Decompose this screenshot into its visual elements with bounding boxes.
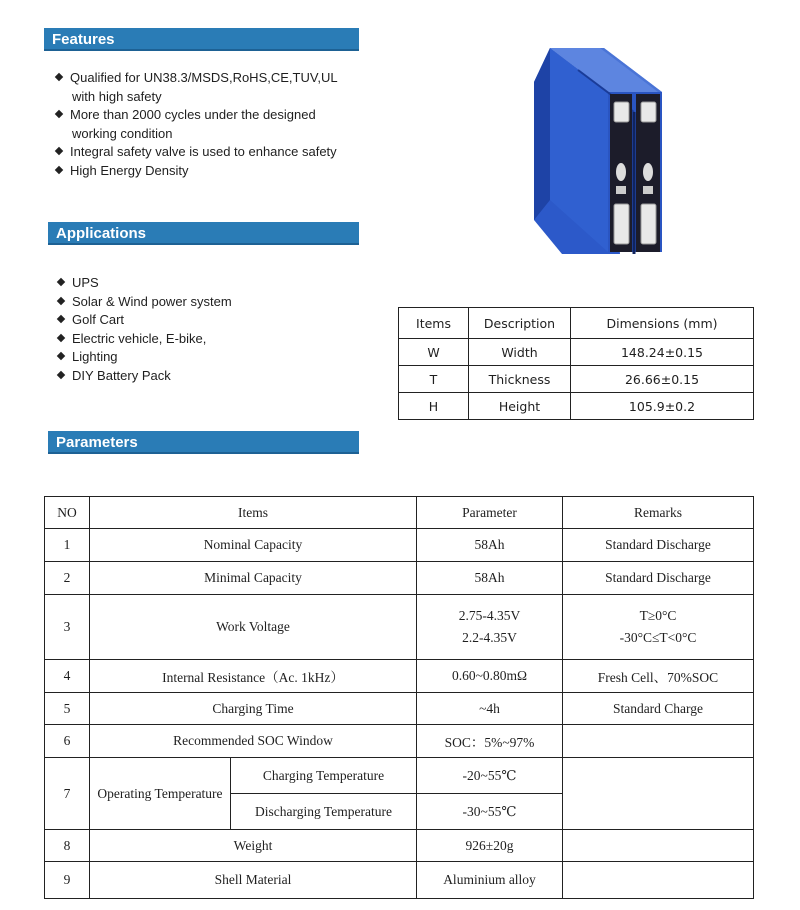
table-cell: SOC：5%~97% [417,725,563,758]
table-cell: 2 [45,562,90,595]
table-cell: Shell Material [90,862,417,899]
parameter-value: 2.2-4.35V [462,630,517,645]
feature-text-continued: working condition [72,125,173,141]
table-row [45,595,754,660]
battery-cell-image [530,44,670,259]
diamond-bullet-icon [55,73,63,81]
parameter-value: 2.75-4.35V [458,608,521,623]
list-item [56,330,356,349]
table-cell: T [399,366,469,393]
table-cell: Work Voltage [90,595,417,660]
table-cell: Recommended SOC Window [90,725,417,758]
table-cell: Standard Charge [563,693,754,725]
table-cell: -20~55℃ [417,758,563,794]
feature-text: More than 2000 cycles under the designed [70,107,316,122]
diamond-bullet-icon [57,315,65,323]
diamond-bullet-icon [55,110,63,118]
table-cell: 1 [45,529,90,562]
feature-text: High Energy Density [70,162,189,178]
list-item [56,274,356,293]
table-cell: 9 [45,862,90,899]
table-row [399,366,754,393]
table-cell: Width [469,339,571,366]
diamond-bullet-icon [57,352,65,360]
table-cell: 8 [45,830,90,862]
table-cell: 5 [45,693,90,725]
table-cell: 3 [45,595,90,660]
diamond-bullet-icon [57,371,65,379]
table-cell: Aluminium alloy [417,862,563,899]
table-cell: Fresh Cell、70%SOC [563,660,754,693]
table-cell: Standard Discharge [563,529,754,562]
header-cell: NO [45,497,90,529]
application-text: Electric vehicle, E-bike, [72,330,207,346]
features-list [54,69,374,180]
header-cell: Description [469,308,571,339]
table-cell [563,725,754,758]
table-cell: 148.24±0.15 [571,339,754,366]
diamond-bullet-icon [57,334,65,342]
table-cell [417,595,563,660]
parameters-table [44,496,754,899]
parameters-header: Parameters [48,431,359,454]
diamond-bullet-icon [57,278,65,286]
dimensions-table [398,307,754,420]
list-item [56,311,356,330]
header-cell: Parameter [417,497,563,529]
list-item [56,367,356,386]
header-cell: Remarks [563,497,754,529]
table-cell: Internal Resistance（Ac. 1kHz） [90,660,417,693]
list-item [56,293,356,312]
table-cell [563,862,754,899]
table-cell: 26.66±0.15 [571,366,754,393]
table-cell: Height [469,393,571,420]
table-cell: Nominal Capacity [90,529,417,562]
table-row [45,693,754,725]
list-item [54,69,374,106]
applications-list [56,274,356,386]
table-cell: 0.60~0.80mΩ [417,660,563,693]
table-row [45,758,754,794]
table-row [45,725,754,758]
header-cell: Items [90,497,417,529]
table-cell: -30~55℃ [417,794,563,830]
diamond-bullet-icon [57,296,65,304]
list-item [54,162,374,181]
table-header-row [399,308,754,339]
list-item [54,143,374,162]
table-cell: Charging Time [90,693,417,725]
table-row [399,339,754,366]
remark-value: -30°C≤T<0°C [619,630,697,645]
table-row [45,562,754,595]
table-row [45,862,754,899]
application-text: Lighting [72,349,118,365]
table-row [399,393,754,420]
applications-header: Applications [48,222,359,245]
table-cell: W [399,339,469,366]
diamond-bullet-icon [55,147,63,155]
table-cell: Operating Temperature [90,758,231,830]
application-text: UPS [72,275,99,290]
table-header-row [45,497,754,529]
feature-text: Integral safety valve is used to enhance safety [70,144,337,159]
feature-text: Qualified for UN38.3/MSDS,RoHS,CE,TUV,UL [70,70,338,85]
table-cell: Charging Temperature [231,758,417,794]
list-item [54,106,374,143]
table-cell: 6 [45,725,90,758]
table-cell: 58Ah [417,562,563,595]
header-cell: Items [399,308,469,339]
remark-value: T≥0°C [639,608,677,623]
features-header: Features [44,28,359,51]
application-text: Golf Cart [72,312,125,328]
application-text: Solar & Wind power system [72,293,232,309]
diamond-bullet-icon [55,165,63,173]
table-cell [563,758,754,830]
table-cell: Minimal Capacity [90,562,417,595]
table-cell: 58Ah [417,529,563,562]
table-cell: 4 [45,660,90,693]
table-row [45,830,754,862]
header-cell: Dimensions (mm) [571,308,754,339]
table-row [45,529,754,562]
table-cell: Weight [90,830,417,862]
table-cell: 7 [45,758,90,830]
feature-text-continued: with high safety [72,88,162,104]
table-cell: 105.9±0.2 [571,393,754,420]
list-item [56,348,356,367]
table-cell: 926±20g [417,830,563,862]
table-row [45,660,754,693]
table-cell: Thickness [469,366,571,393]
table-cell: Discharging Temperature [231,794,417,830]
table-cell: H [399,393,469,420]
table-cell: Standard Discharge [563,562,754,595]
application-text: DIY Battery Pack [72,367,171,383]
table-cell [563,595,754,660]
table-cell [563,830,754,862]
table-cell: ~4h [417,693,563,725]
